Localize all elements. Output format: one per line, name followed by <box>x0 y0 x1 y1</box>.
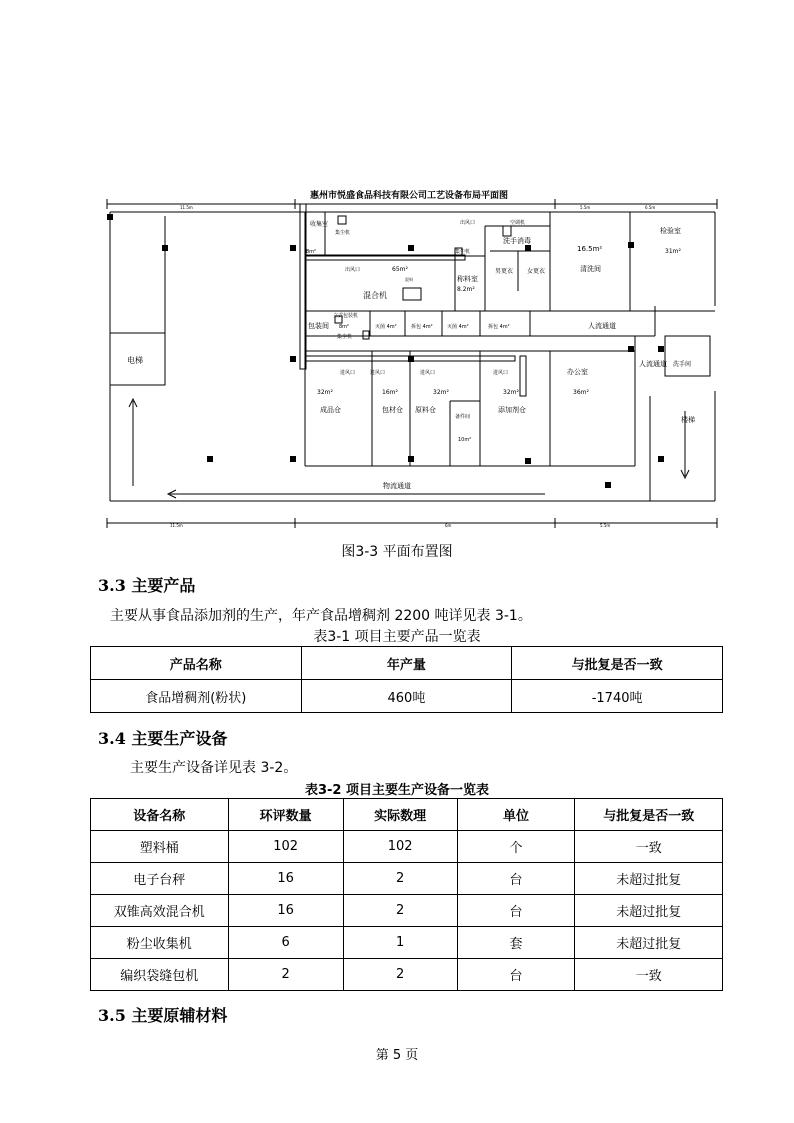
room-area-32b: 32m² <box>433 389 449 396</box>
room-spare-area: 10m² <box>458 437 472 443</box>
plan-title: 惠州市悦盛食品科技有限公司工艺设备布局平面图 <box>310 191 509 201</box>
room-elevator: 电梯 <box>127 356 143 365</box>
floor-plan <box>105 186 720 531</box>
table2-cell: 102 <box>343 831 457 863</box>
table2-header: 与批复是否一致 <box>575 799 723 831</box>
table2-cell: 2 <box>343 863 457 895</box>
room-mix-area: 65m² <box>392 266 408 273</box>
table1-cell: -1740吨 <box>512 680 723 713</box>
dim-top-2: 5.5m <box>580 205 591 210</box>
table2-header: 单位 <box>457 799 575 831</box>
table1-cell: 460吨 <box>301 680 512 713</box>
room-office: 办公室 <box>567 368 588 376</box>
table2-cell: 102 <box>228 831 343 863</box>
table-row <box>91 863 723 895</box>
table2-cell: 电子台秤 <box>91 863 229 895</box>
products-table <box>90 646 723 713</box>
label-air-left: 出风口 <box>345 267 361 273</box>
label-mix-small: 混料 <box>405 277 413 282</box>
table2-cell: 编织袋缝包机 <box>91 959 229 991</box>
table2-cell: 台 <box>457 895 575 927</box>
room-men-changing: 男更衣 <box>495 268 514 275</box>
room-weigh: 称料室 <box>457 275 478 283</box>
room-additive-store: 添加剂仓 <box>498 406 526 414</box>
table2-header: 设备名称 <box>91 799 229 831</box>
room-packing-store: 包材仓 <box>382 406 403 414</box>
equipment-table <box>90 798 723 991</box>
room-area-16: 16m² <box>382 389 398 396</box>
label-logistics: 物流通道 <box>383 482 411 490</box>
room-office-area: 36m² <box>573 389 589 396</box>
table2-cell: 粉尘收集机 <box>91 927 229 959</box>
table2-cell: 2 <box>343 895 457 927</box>
room-inspect: 检验室 <box>660 227 681 235</box>
page-number: 第 5 页 <box>375 1048 419 1063</box>
table2-cell: 双锥高效混合机 <box>91 895 229 927</box>
room-pack-area: 8m² <box>339 324 350 330</box>
dim-top-3: 6.5m <box>645 205 656 210</box>
table2-cell: 6 <box>228 927 343 959</box>
room-people-vertical: 人流通道 <box>639 360 667 368</box>
room-clean: 清洗间 <box>580 265 601 273</box>
table-row <box>91 831 723 863</box>
figure-caption: 图3-3 平面布置图 <box>341 544 453 560</box>
dim-bottom-2: 6m <box>445 523 452 528</box>
table2-cell: 一致 <box>575 959 723 991</box>
label-aircon: 空调机 <box>510 220 526 226</box>
label-hood-2: 集尘机 <box>455 249 471 255</box>
table2-caption: 表3-2 项目主要生产设备一览表 <box>304 783 489 798</box>
dim-bottom-1: 11.5m <box>170 523 183 528</box>
table2-cell: 台 <box>457 959 575 991</box>
table2-cell: 套 <box>457 927 575 959</box>
table-row <box>91 927 723 959</box>
label-hood-1: 集尘机 <box>335 230 351 236</box>
dim-top-1: 11.5m <box>180 205 193 210</box>
table2-header: 实际数理 <box>343 799 457 831</box>
table2-cell: 塑料桶 <box>91 831 229 863</box>
label-air-top: 出风口 <box>460 220 476 226</box>
table-row <box>91 959 723 991</box>
table1-header: 年产量 <box>301 647 512 680</box>
table2-cell: 台 <box>457 863 575 895</box>
label-pack-machine: 立式包装机 <box>333 313 359 319</box>
label-in-4: 进风口 <box>493 370 509 376</box>
table1-cell: 食品增稠剂(粉状) <box>91 680 302 713</box>
room-mixer: 混合机 <box>363 291 387 300</box>
section-3-3-title: 3.3 主要产品 <box>98 576 196 595</box>
room-buffer-2: 灭菌 4m² <box>447 324 469 330</box>
room-women-changing: 女更衣 <box>527 268 546 275</box>
table2-cell: 未超过批复 <box>575 895 723 927</box>
label-hood-3: 集尘机 <box>337 334 353 340</box>
table2-cell: 1 <box>343 927 457 959</box>
room-clean-area: 16.5m² <box>577 245 603 253</box>
table2-cell: 16 <box>228 895 343 927</box>
table1-header: 产品名称 <box>91 647 302 680</box>
table2-cell: 16 <box>228 863 343 895</box>
table-row <box>91 680 723 713</box>
room-area-32a: 32m² <box>317 389 333 396</box>
table2-cell: 个 <box>457 831 575 863</box>
room-restroom: 洗手间 <box>673 361 692 368</box>
section-3-4-title: 3.4 主要生产设备 <box>98 729 228 748</box>
room-people-corridor: 人流通道 <box>588 322 616 330</box>
section-3-5-title: 3.5 主要原辅材料 <box>98 1006 228 1025</box>
room-pack: 包装间 <box>308 322 329 330</box>
label-in-1: 进风口 <box>340 370 356 376</box>
table2-cell: 2 <box>343 959 457 991</box>
room-spare-parts: 备件间 <box>455 414 471 420</box>
table2-header: 环评数量 <box>228 799 343 831</box>
room-stair: 楼梯 <box>681 416 695 424</box>
table2-cell: 一致 <box>575 831 723 863</box>
room-weigh-area: 8.2m² <box>457 286 475 293</box>
table1-caption: 表3-1 项目主要产品一览表 <box>313 629 481 645</box>
section-3-4-paragraph: 主要生产设备详见表 3-2。 <box>130 760 298 776</box>
room-collect: 收集室 <box>310 221 329 228</box>
room-raw-material: 原料仓 <box>415 406 436 414</box>
room-collect-area: 8m² <box>306 249 317 255</box>
table2-cell: 未超过批复 <box>575 927 723 959</box>
room-wash-disinfect: 洗手消毒 <box>503 237 531 245</box>
room-inspect-area: 31m² <box>665 248 681 255</box>
room-area-32c: 32m² <box>503 389 519 396</box>
room-finished-goods: 成品仓 <box>320 406 341 414</box>
table2-cell: 2 <box>228 959 343 991</box>
label-in-3: 进风口 <box>420 370 436 376</box>
room-unpack-2: 拆包 4m² <box>488 324 510 330</box>
section-3-3-paragraph: 主要从事食品添加剂的生产，年产食品增稠剂 2200 吨详见表 3-1。 <box>110 608 532 624</box>
table-row <box>91 895 723 927</box>
table2-cell: 未超过批复 <box>575 863 723 895</box>
room-unpack-1: 拆包 4m² <box>411 324 433 330</box>
table1-header: 与批复是否一致 <box>512 647 723 680</box>
room-buffer-1: 灭菌 4m² <box>375 324 397 330</box>
dim-bottom-3: 5.5m <box>600 523 611 528</box>
label-in-2: 进风口 <box>370 370 386 376</box>
